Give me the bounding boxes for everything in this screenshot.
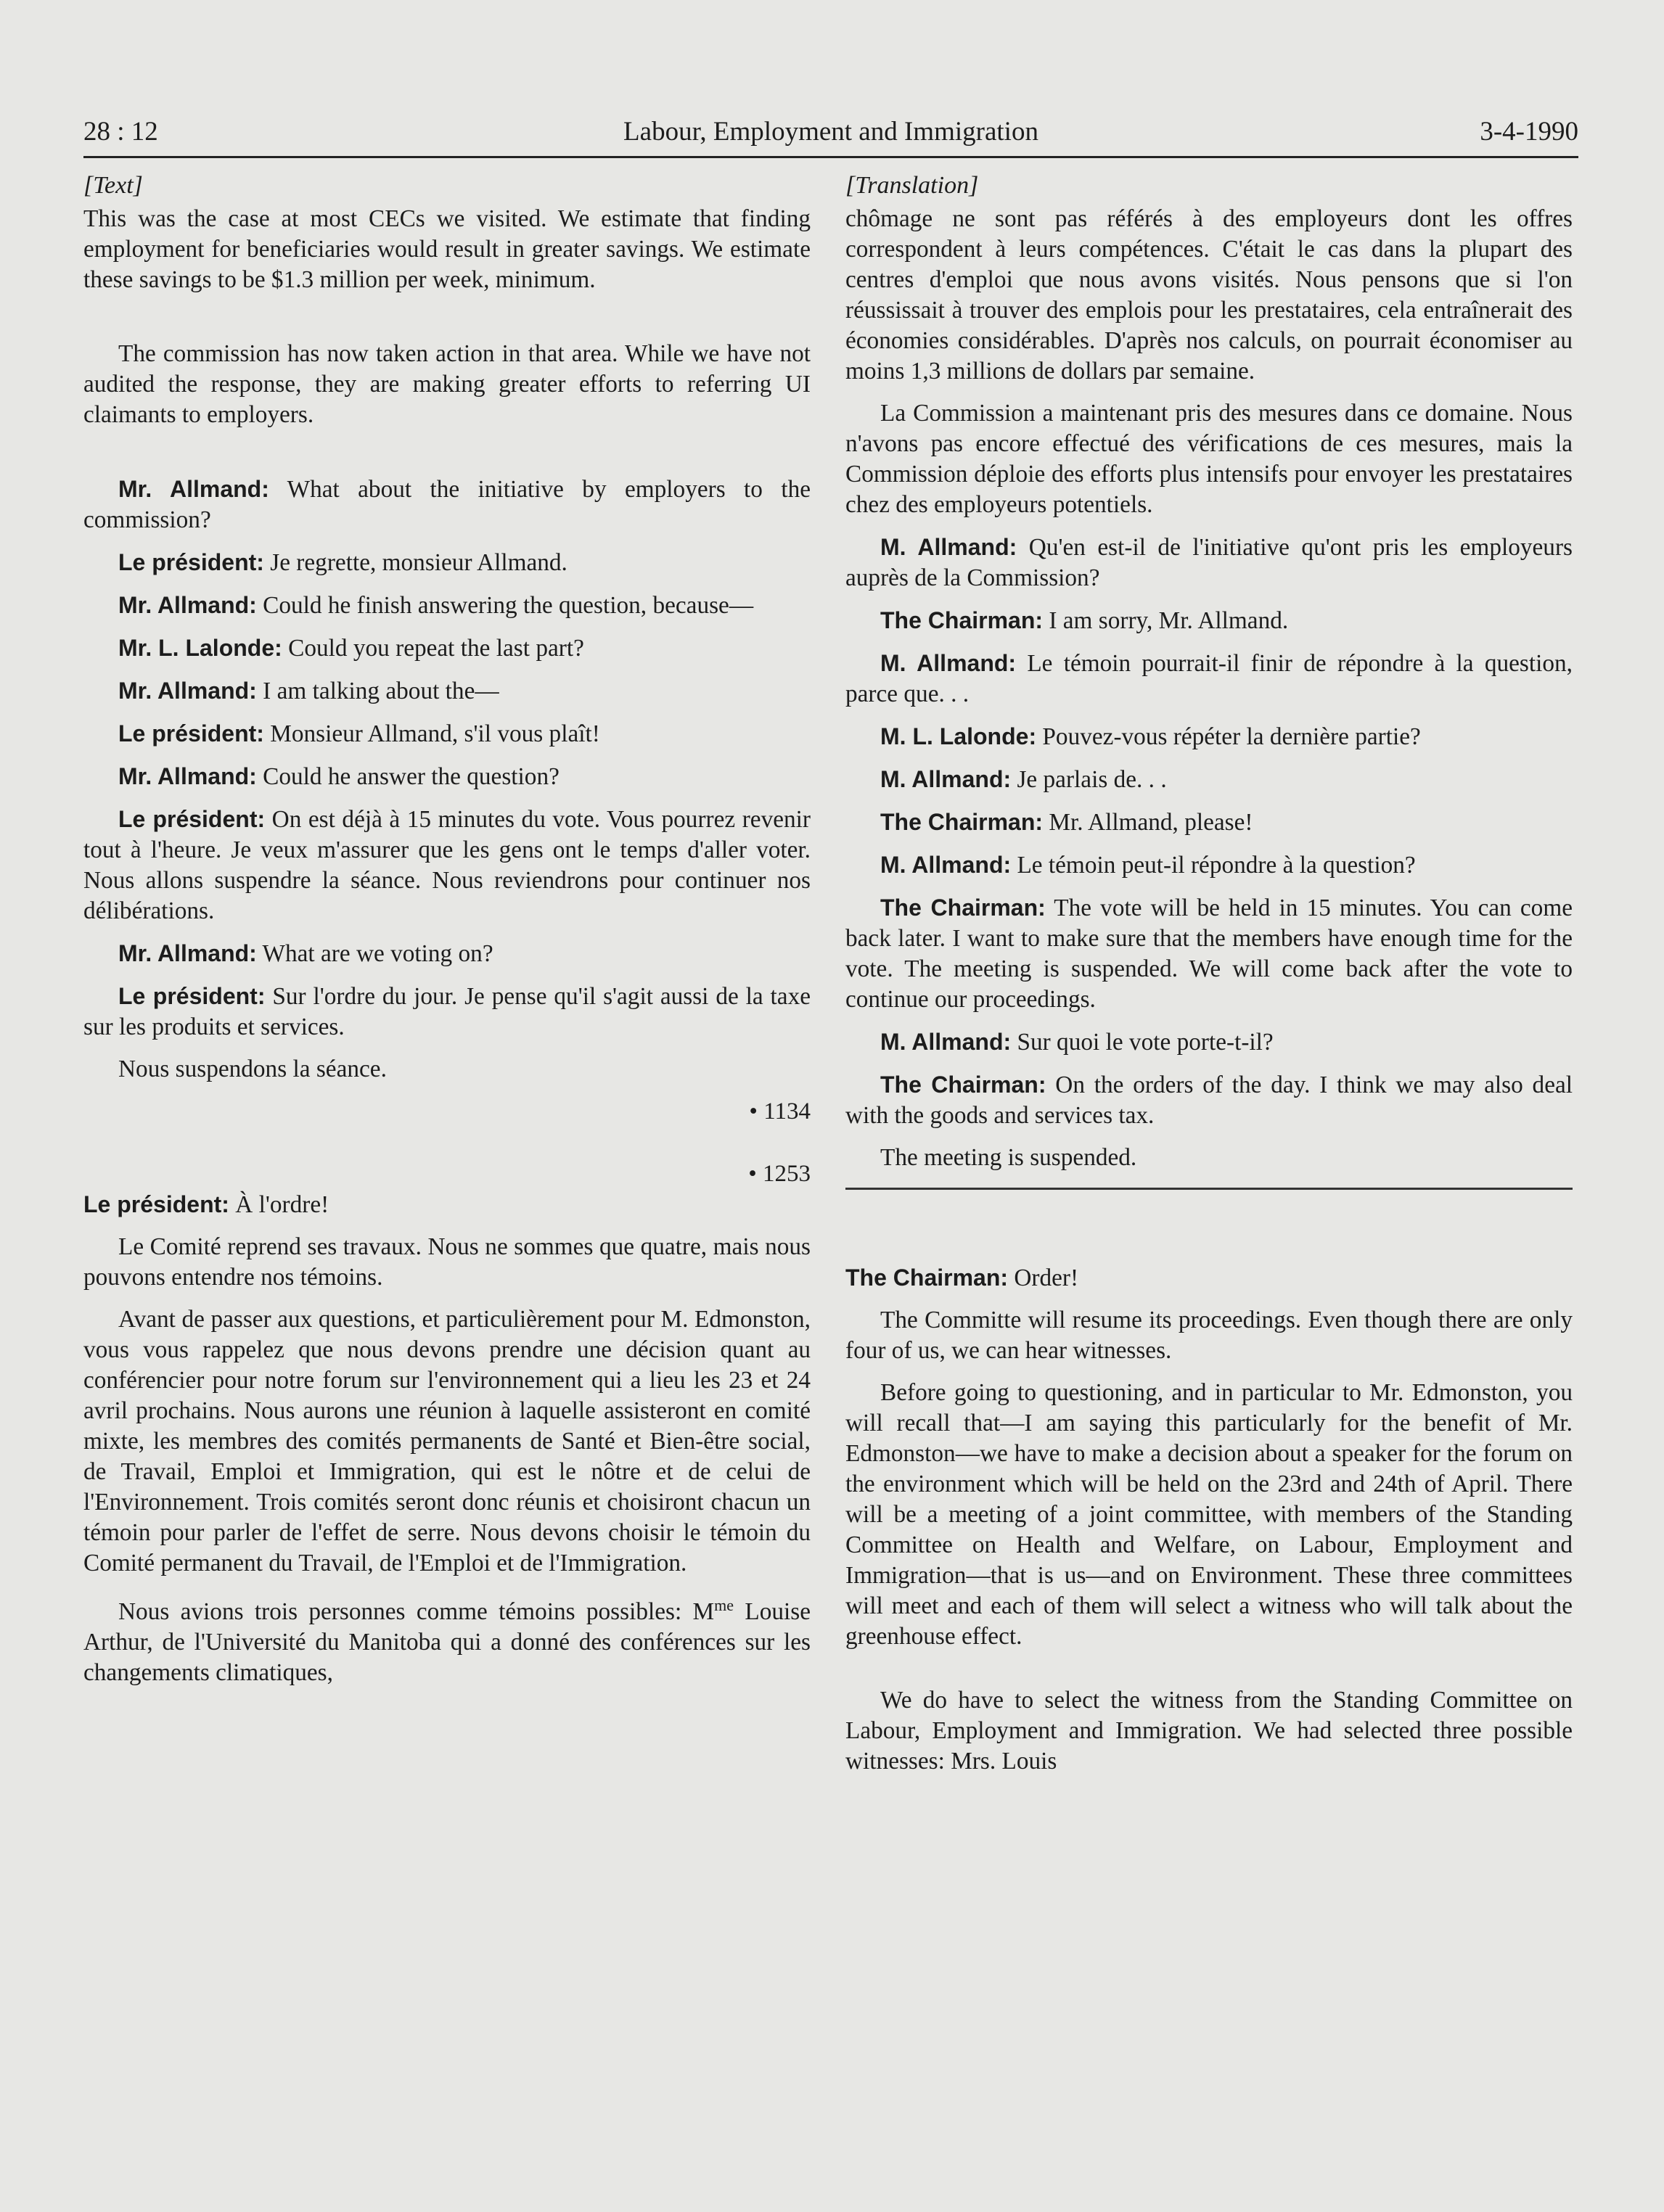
paragraph: Avant de passer aux questions, et particulièrement pour M. Edmonston, vous vous rappelez que nous devons prendre une décision quant au conférencier pour notre forum sur l'environnement qui a lieu les 23 et 24 avril prochains. Nous aurons une réunion à laquelle assisteront en comité mixte, les membres des comités permanents de Santé et Bien-être social, de Travail, Emploi et Immigration, qui est le nôtre et de celui de l'Environnement. Trois comités seront donc réunis et choisiront chacun un témoin pour parler de l'effet de serre. Nous devons choisir le témoin du Comité permanent du Travail, de l'Emploi et de l'Immigration. bbox=[83, 1306, 811, 1576]
speech-text: Order! bbox=[1008, 1265, 1079, 1291]
speech-text: Pouvez-vous répéter la dernière partie? bbox=[1036, 723, 1421, 750]
speaker-turn bbox=[83, 590, 811, 621]
speaker-name: The Chairman: bbox=[880, 1072, 1046, 1098]
speaker-name: Le président: bbox=[118, 806, 266, 832]
paragraph: The meeting is suspended. bbox=[880, 1144, 1137, 1171]
speaker-name: The Chairman: bbox=[880, 895, 1046, 921]
speech-text: Sur quoi le vote porte-t-il? bbox=[1011, 1029, 1274, 1056]
speaker-turn bbox=[83, 1189, 811, 1220]
document-page bbox=[83, 112, 1578, 1775]
speaker-turn bbox=[845, 721, 1573, 752]
speaker-turn bbox=[845, 892, 1573, 1015]
speaker-turn bbox=[83, 547, 811, 578]
speaker-name: Mr. Allmand: bbox=[118, 940, 257, 966]
speaker-turn bbox=[845, 605, 1573, 636]
paragraph: This was the case at most CECs we visited. We estimate that finding employment for beneficiaries would result in greater savings. We estimate these savings to be $1.3 million per week, minimum. bbox=[83, 205, 811, 293]
right-column-translation bbox=[845, 170, 1573, 1788]
paragraph: La Commission a maintenant pris des mesures dans ce domaine. Nous n'avons pas encore effectué des vérifications de ces mesures, mais la Commission déploie des efforts plus intensifs pour envoyer les prestataires chez des employeurs potentiels. bbox=[845, 400, 1573, 518]
speaker-turn bbox=[845, 807, 1573, 838]
speaker-name: Mr. Allmand: bbox=[118, 763, 257, 789]
speaker-name: Le président: bbox=[118, 549, 264, 575]
speaker-turn bbox=[845, 1027, 1573, 1058]
speaker-turn bbox=[83, 761, 811, 792]
speaker-name: Mr. L. Lalonde: bbox=[118, 635, 282, 661]
speaker-name: M. Allmand: bbox=[880, 650, 1017, 676]
speech-text: Je parlais de. . . bbox=[1011, 766, 1167, 793]
paragraph-text: Nous avions trois personnes comme témoins possibles: M bbox=[118, 1598, 715, 1626]
speech-text: Sur l'ordre du jour. Je pense qu'il s'agit aussi de la taxe sur les produits et services. bbox=[83, 983, 811, 1040]
paragraph-text: Louise Arthur, de l'Université du Manitoba qui a donné des conférences sur les changements climatiques, bbox=[83, 1598, 811, 1687]
speaker-turn bbox=[845, 532, 1573, 593]
paragraph: Nous suspendons la séance. bbox=[118, 1056, 387, 1082]
speech-text: Monsieur Allmand, s'il vous plaît! bbox=[263, 720, 600, 747]
speech-text: On est déjà à 15 minutes du vote. Vous pourrez revenir tout à l'heure. Je veux m'assurer que les gens ont le temps d'aller voter. Nous allons suspendre la séance. Nous reviendrons pour continuer nos délibérations. bbox=[83, 806, 811, 924]
speaker-name: The Chairman: bbox=[845, 1265, 1009, 1291]
paragraph: The Committe will resume its proceedings. Even though there are only four of us, we can hear witnesses. bbox=[845, 1307, 1573, 1364]
speech-text: Le témoin peut-il répondre à la question? bbox=[1011, 852, 1416, 879]
timestamp: • 1134 bbox=[749, 1098, 811, 1124]
speaker-name: M. L. Lalonde: bbox=[880, 723, 1037, 749]
speaker-turn bbox=[83, 938, 811, 969]
speech-text: I am talking about the— bbox=[256, 678, 499, 704]
speech-text: I am sorry, Mr. Allmand. bbox=[1043, 607, 1289, 634]
paragraph: Before going to questioning, and in particular to Mr. Edmonston, you will recall that—I am saying this particularly for the benefit of Mr. Edmonston—we have to make a decision about a speaker for the forum on the environment which will be held on the 23rd and 24th of April. There will be a meeting of a joint committee, with members of the Standing Committee on Health and Welfare, on Labour, Employment and Immigration—that is us—and on Environment. These three committees will meet and each of them will select a witness who will talk about the greenhouse effect. bbox=[845, 1379, 1573, 1650]
speaker-name: Mr. Allmand: bbox=[118, 678, 257, 704]
speaker-name: Mr. Allmand: bbox=[118, 476, 269, 502]
speech-text: Qu'en est-il de l'initiative qu'ont pris les employeurs auprès de la Commission? bbox=[845, 534, 1573, 591]
paragraph: We do have to select the witness from the Standing Committee on Labour, Employment and Immigration. We had selected three possible witnesses: Mrs. Louis bbox=[845, 1687, 1573, 1775]
speaker-name: M. Allmand: bbox=[880, 534, 1017, 560]
translation-tag: [Translation] bbox=[845, 172, 979, 199]
sitting-date: 3-4-1990 bbox=[1480, 117, 1578, 147]
speaker-turn bbox=[83, 675, 811, 707]
speaker-name: The Chairman: bbox=[880, 809, 1044, 835]
paragraph: chômage ne sont pas référés à des employeurs dont les offres correspondent à leurs compétences. C'était le cas dans la plupart des centres d'emploi que nous avons visités. Nous pensons que si l'on réussissait à trouver des emplois pour les prestataires, cela entraînerait des économies considérables. D'après nos calculs, on pourrait économiser au moins 1,3 millions de dollars par semaine. bbox=[845, 205, 1573, 385]
running-header bbox=[83, 112, 1578, 158]
speaker-turn bbox=[845, 850, 1573, 881]
speaker-turn bbox=[83, 981, 811, 1043]
text-tag: [Text] bbox=[83, 172, 143, 199]
speaker-name: Le président: bbox=[83, 1191, 229, 1217]
page-number: 28 : 12 bbox=[83, 117, 158, 147]
speaker-turn bbox=[83, 804, 811, 926]
speaker-turn bbox=[845, 648, 1573, 710]
speaker-name: Le président: bbox=[118, 720, 264, 747]
speech-text: À l'ordre! bbox=[229, 1191, 329, 1218]
speaker-name: The Chairman: bbox=[880, 607, 1044, 633]
speaker-turn bbox=[845, 1069, 1573, 1131]
speaker-turn bbox=[83, 633, 811, 664]
speech-text: What about the initiative by employers to the commission? bbox=[83, 476, 811, 533]
paragraph bbox=[83, 1590, 811, 1688]
speaker-name: M. Allmand: bbox=[880, 766, 1012, 792]
speech-text: Mr. Allmand, please! bbox=[1043, 809, 1253, 836]
speech-text: Could you repeat the last part? bbox=[282, 635, 584, 662]
speaker-name: M. Allmand: bbox=[880, 1029, 1012, 1055]
publication-title: Labour, Employment and Immigration bbox=[623, 117, 1038, 147]
speaker-name: Mr. Allmand: bbox=[118, 592, 257, 618]
paragraph: The commission has now taken action in that area. While we have not audited the response, they are making greater efforts to referring UI claimants to employers. bbox=[83, 340, 811, 428]
abbreviation-superscript: me bbox=[714, 1596, 734, 1614]
speaker-name: Le président: bbox=[118, 983, 266, 1009]
speech-text: On the orders of the day. I think we may also deal with the goods and services tax. bbox=[845, 1072, 1573, 1129]
timestamp: • 1253 bbox=[748, 1161, 811, 1187]
speech-text: Je regrette, monsieur Allmand. bbox=[263, 549, 567, 576]
speaker-turn bbox=[845, 1262, 1573, 1294]
speaker-turn bbox=[83, 718, 811, 749]
speaker-turn bbox=[845, 764, 1573, 795]
speaker-turn bbox=[83, 474, 811, 535]
speech-text: What are we voting on? bbox=[256, 940, 493, 967]
speech-text: Le témoin pourrait-il finir de répondre à la question, parce que. . . bbox=[845, 650, 1573, 707]
paragraph: Le Comité reprend ses travaux. Nous ne sommes que quatre, mais nous pouvons entendre nos témoins. bbox=[83, 1233, 811, 1291]
speaker-name: M. Allmand: bbox=[880, 852, 1012, 878]
speech-text: Could he finish answering the question, because— bbox=[256, 592, 754, 619]
speech-text: Could he answer the question? bbox=[256, 763, 560, 790]
speech-text: The vote will be held in 15 minutes. You can come back later. I want to make sure that the members have enough time for the vote. The meeting is suspended. We will come back after the vote to continue our proceedings. bbox=[845, 895, 1573, 1013]
left-column-text bbox=[83, 170, 811, 1700]
